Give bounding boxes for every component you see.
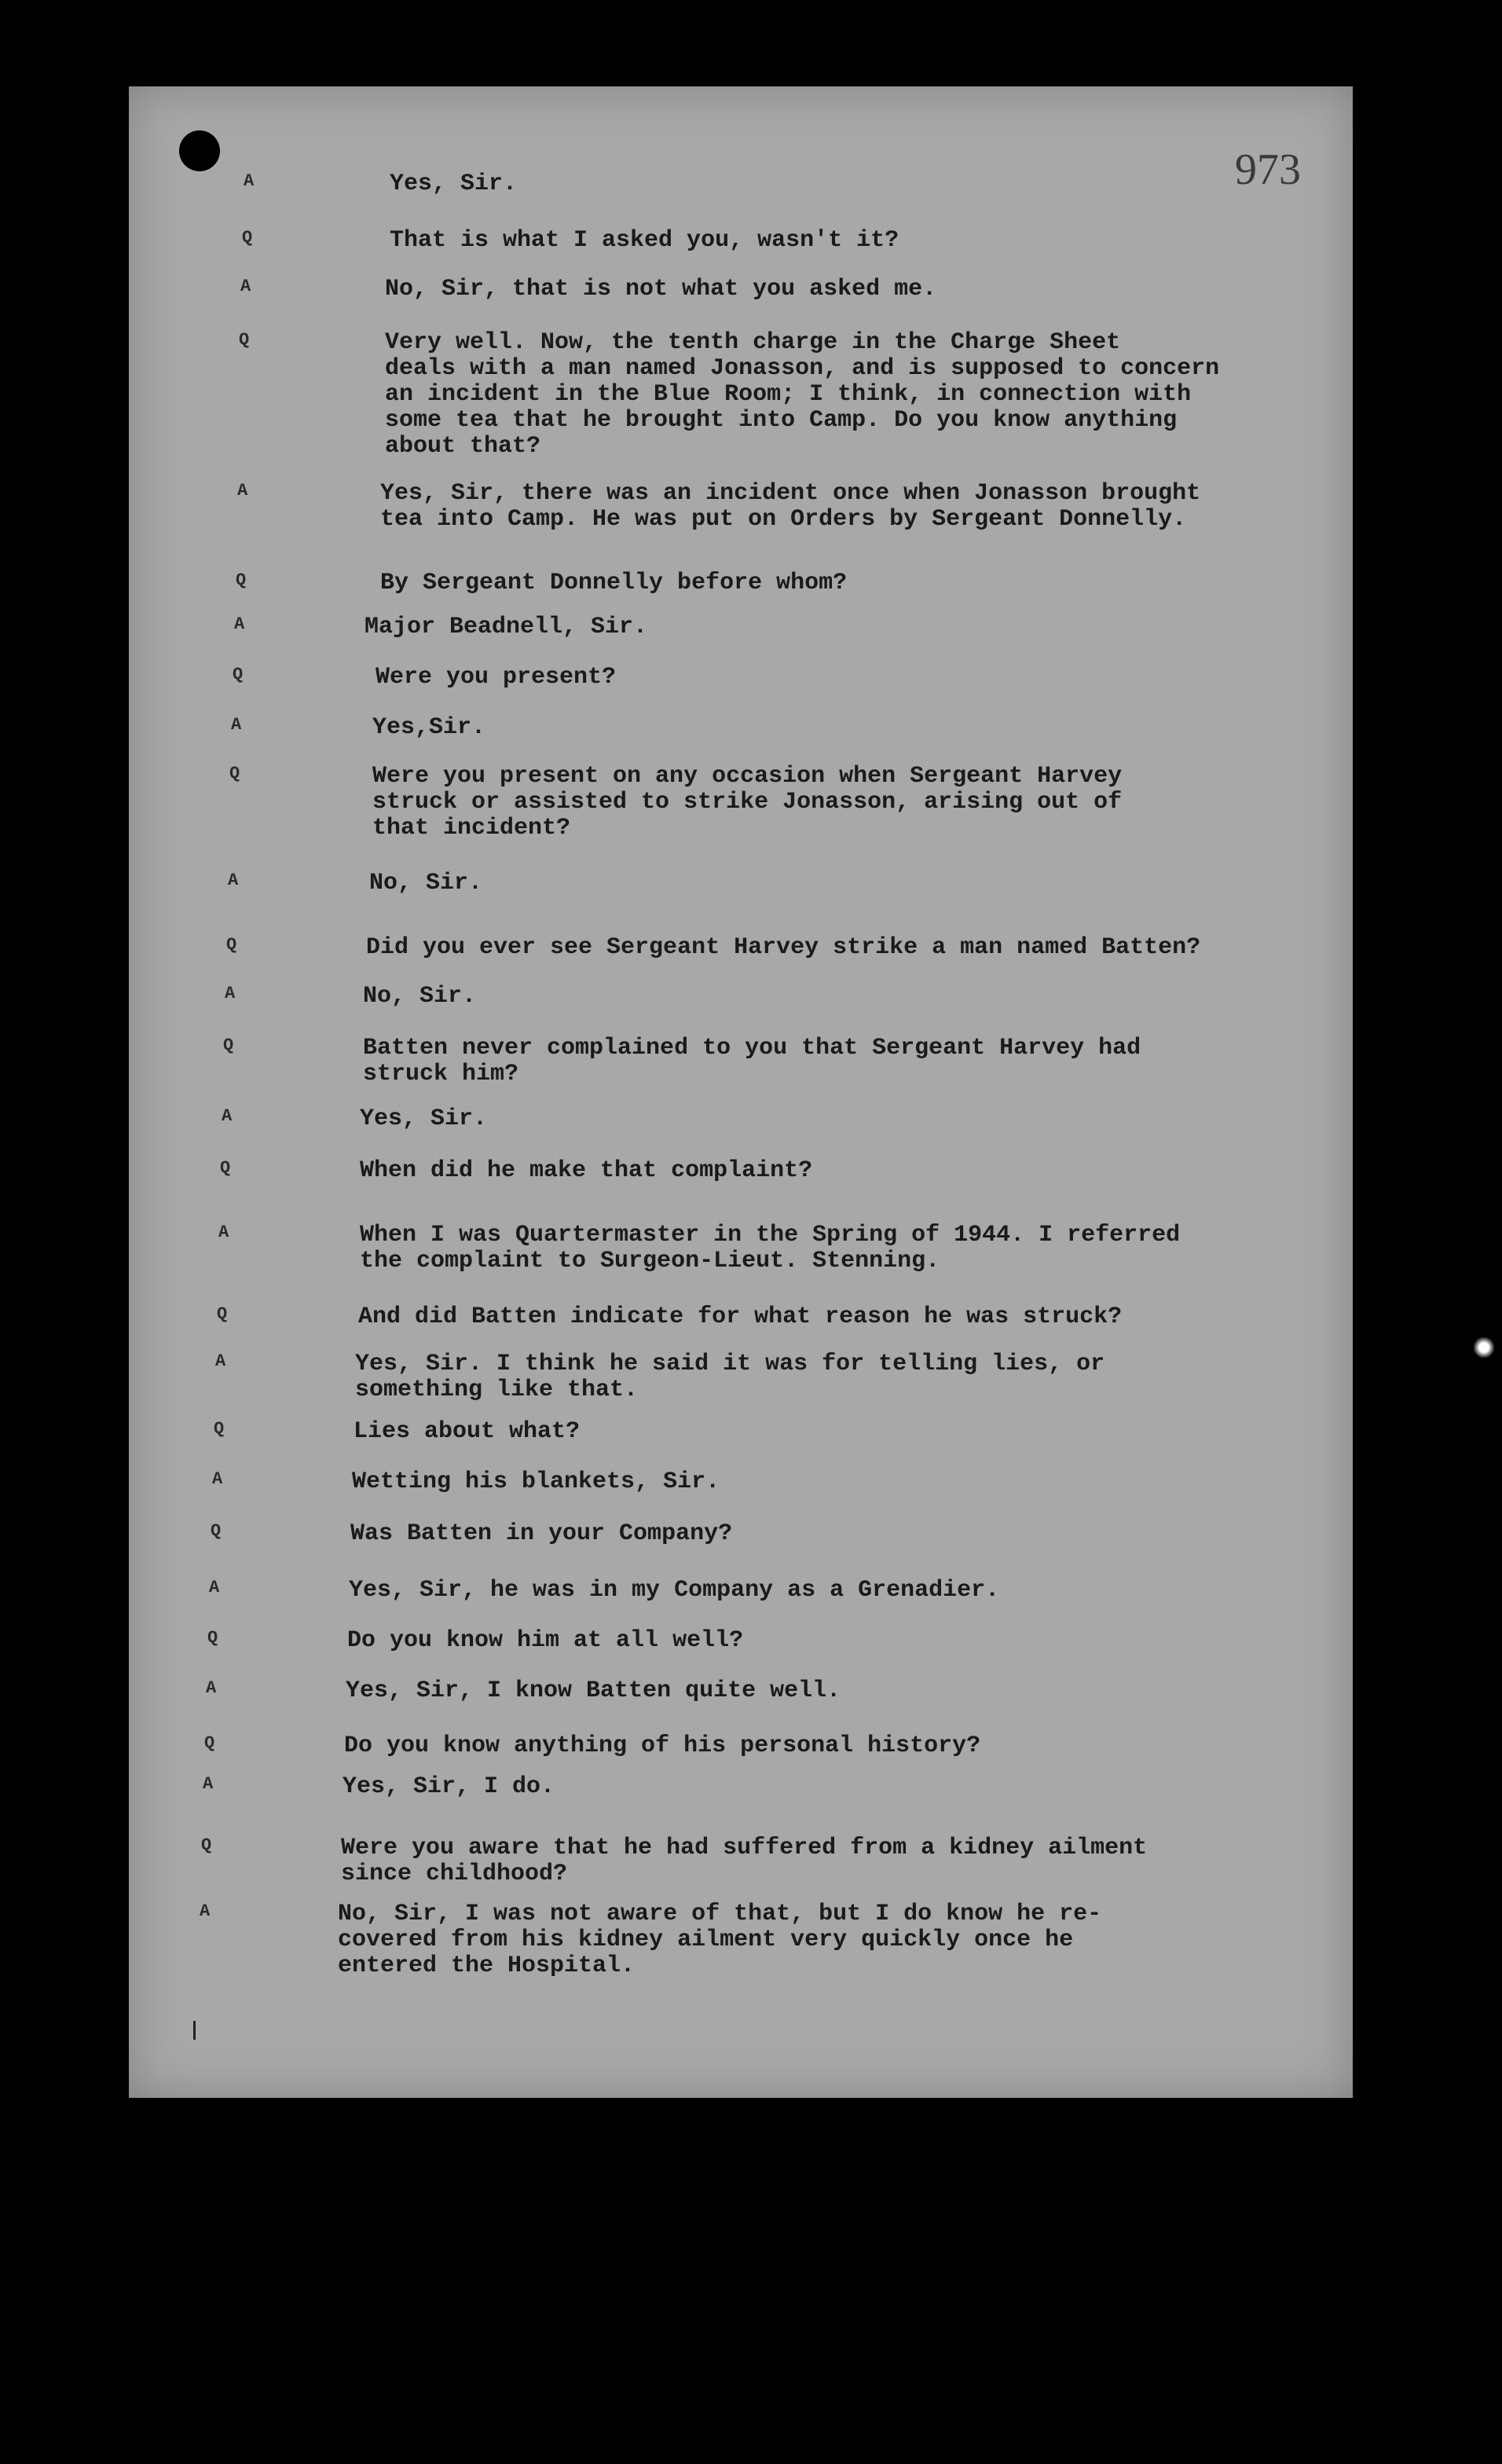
testimony-text: By Sergeant Donnelly before whom? xyxy=(380,570,848,596)
testimony-text: No, Sir. xyxy=(369,870,483,896)
testimony-text: Did you ever see Sergeant Harvey strike a man named Batten? xyxy=(366,934,1201,961)
speaker-label: Q xyxy=(220,1158,231,1178)
testimony-text: Yes, Sir, I do. xyxy=(343,1773,555,1800)
testimony-text: Were you aware that he had suffered from a kidney ailment since childhood? xyxy=(341,1835,1148,1887)
testimony-text: Were you present on any occasion when Sergeant Harvey struck or assisted to strike Jonasson, arising out of that incident? xyxy=(372,763,1123,842)
testimony-text: Yes,Sir. xyxy=(372,714,486,741)
speaker-label: A xyxy=(231,715,242,735)
testimony-text: And did Batten indicate for what reason he was struck? xyxy=(358,1304,1123,1330)
speaker-label: A xyxy=(228,871,239,890)
speaker-label: A xyxy=(237,481,248,500)
speaker-label: A xyxy=(215,1351,226,1371)
testimony-text: Yes, Sir, he was in my Company as a Grenadier. xyxy=(349,1577,1000,1604)
speaker-label: A xyxy=(240,277,251,296)
testimony-text: Batten never complained to you that Sergeant Harvey had struck him? xyxy=(363,1035,1141,1087)
speaker-label: A xyxy=(212,1469,223,1489)
speaker-label: Q xyxy=(211,1521,222,1541)
speaker-label: Q xyxy=(239,330,250,350)
speaker-label: Q xyxy=(233,665,244,684)
speaker-label: A xyxy=(222,1106,233,1126)
speaker-label: A xyxy=(209,1578,220,1597)
testimony-text: No, Sir, I was not aware of that, but I do know he re- covered from his kidney ailment very quickly once he entered the Hospital. xyxy=(338,1901,1102,1979)
speaker-label: A xyxy=(234,614,245,634)
testimony-text: Yes, Sir. xyxy=(360,1106,488,1132)
speaker-label: Q xyxy=(217,1304,228,1324)
speaker-label: Q xyxy=(242,228,253,248)
speaker-label: Q xyxy=(204,1733,215,1753)
speaker-label: A xyxy=(244,171,255,191)
testimony-text: Do you know anything of his personal history? xyxy=(344,1732,981,1759)
margin-mark xyxy=(193,2021,196,2040)
testimony-text: No, Sir. xyxy=(363,983,477,1010)
speaker-label: Q xyxy=(207,1628,218,1648)
speaker-label: Q xyxy=(229,764,240,783)
testimony-text: When did he make that complaint? xyxy=(360,1157,813,1184)
punch-hole xyxy=(179,130,220,171)
testimony-text: Do you know him at all well? xyxy=(347,1627,744,1654)
testimony-text: Yes, Sir. I think he said it was for telling lies, or something like that. xyxy=(355,1351,1105,1403)
testimony-text: That is what I asked you, wasn't it? xyxy=(390,227,899,254)
testimony-text: Wetting his blankets, Sir. xyxy=(352,1468,720,1495)
speaker-label: A xyxy=(203,1774,214,1794)
speaker-label: Q xyxy=(214,1419,225,1439)
speaker-label: A xyxy=(218,1223,229,1242)
speaker-label: Q xyxy=(223,1036,234,1055)
testimony-text: Was Batten in your Company? xyxy=(350,1520,733,1547)
speaker-label: Q xyxy=(201,1835,212,1855)
testimony-text: Yes, Sir. xyxy=(390,170,518,197)
page-number: 973 xyxy=(1235,145,1301,194)
speaker-label: A xyxy=(225,984,236,1003)
testimony-text: Major Beadnell, Sir. xyxy=(365,614,648,640)
testimony-text: Yes, Sir, there was an incident once when Jonasson brought tea into Camp. He was put on Orders by Sergeant Donnelly. xyxy=(380,480,1201,533)
speaker-label: A xyxy=(206,1678,217,1698)
testimony-text: No, Sir, that is not what you asked me. xyxy=(385,276,937,302)
testimony-text: Were you present? xyxy=(376,664,617,691)
testimony-text: Very well. Now, the tenth charge in the Charge Sheet deals with a man named Jonasson, and is supposed to concern an incident in the Blue Room; I think, in connection with some tea that he brought into Camp. Do you know anything about that? xyxy=(385,329,1220,460)
speaker-label: A xyxy=(200,1901,211,1921)
speaker-label: Q xyxy=(236,570,247,590)
testimony-text: Lies about what? xyxy=(354,1418,581,1445)
speaker-label: Q xyxy=(226,935,237,955)
film-speck xyxy=(1474,1336,1494,1359)
testimony-text: Yes, Sir, I know Batten quite well. xyxy=(346,1678,841,1704)
testimony-text: When I was Quartermaster in the Spring of 1944. I referred the complaint to Surgeon-Lieut. Stenning. xyxy=(360,1222,1181,1274)
